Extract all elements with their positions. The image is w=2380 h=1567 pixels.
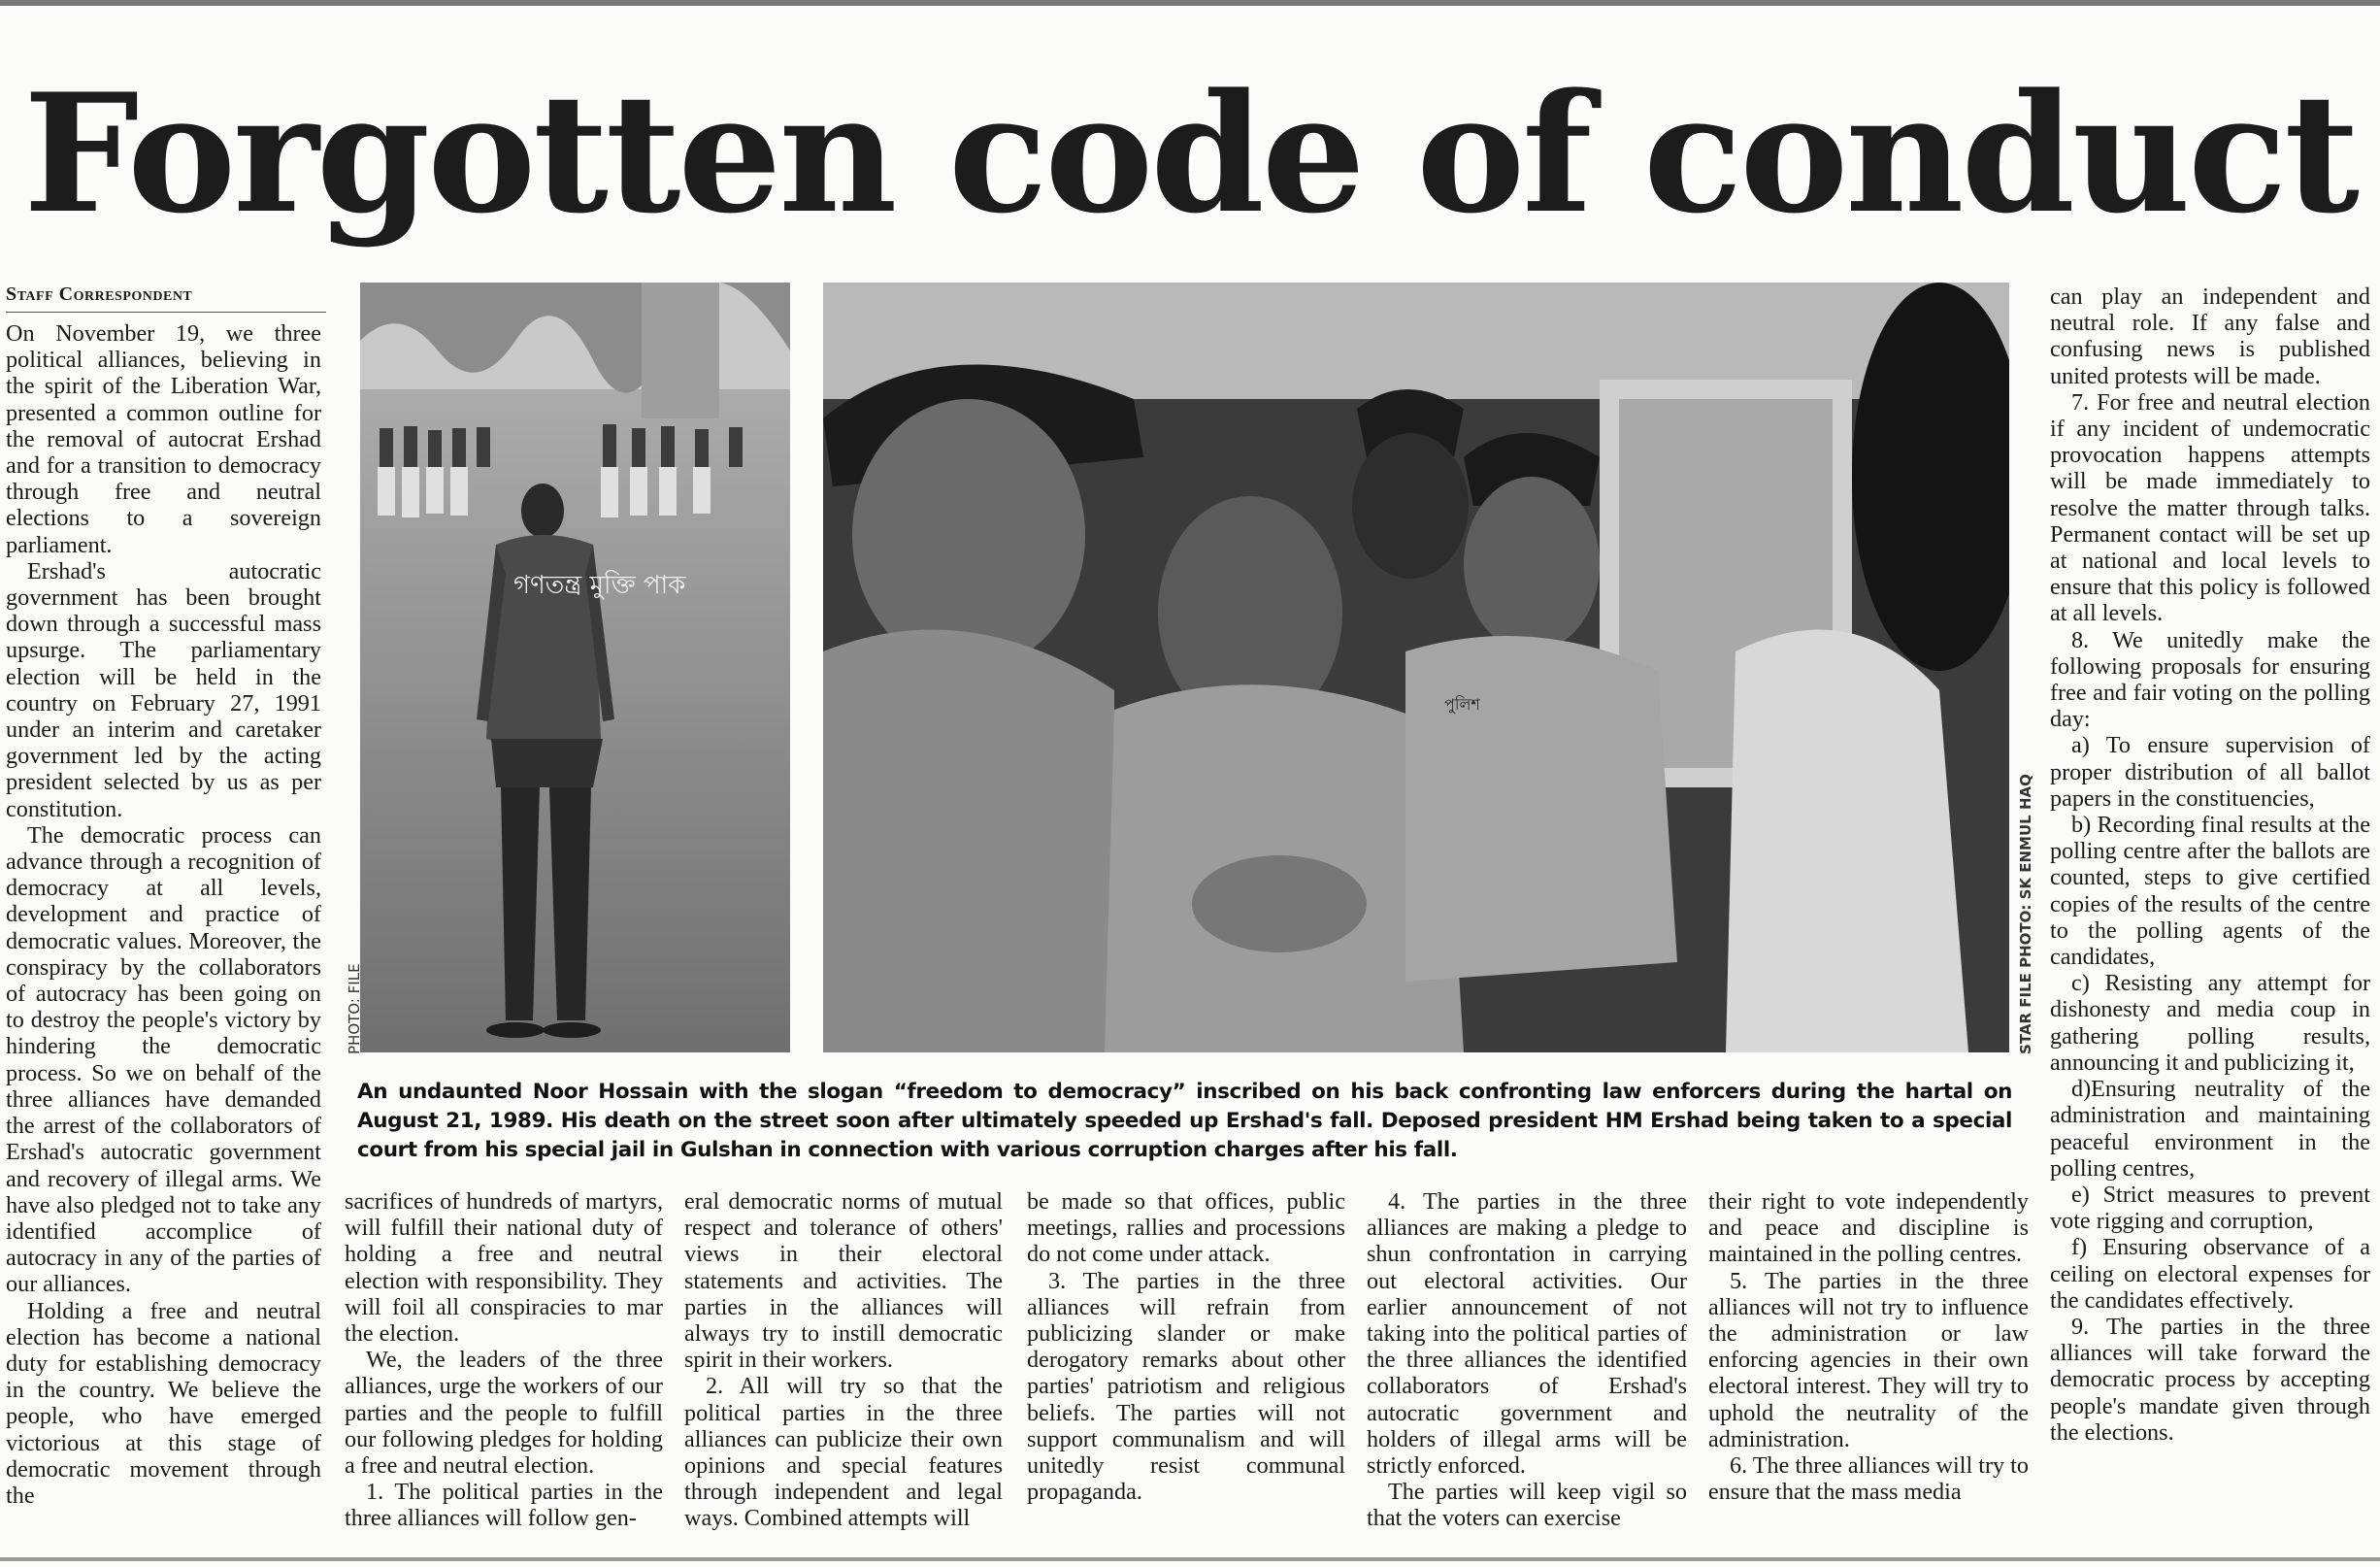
paragraph: On November 19, we three political alliances, believing in the spirit of the Liberation War, presented a common outline for the removal of autocrat Ershad and for a transition to democracy through free and neutral elections to a sovereign parliament.	[6, 320, 321, 558]
paragraph: e) Strict measures to prevent vote rigging and corruption,	[2050, 1181, 2370, 1235]
top-rule	[0, 0, 2380, 6]
paragraph: c) Resisting any attempt for dishonesty and media coup in gathering polling results, announcing it and publicizing it,	[2050, 970, 2370, 1076]
paragraph: b) Recording final results at the polling centre after the ballots are counted, steps to give certified copies of the results of the centre to the polling agents of the candidates,	[2050, 812, 2370, 971]
paragraph: 1. The political parties in the three alliances will follow gen-	[345, 1479, 663, 1532]
paragraph: 5. The parties in the three alliances will not try to influence the administration or law enforcing agencies in their own electoral interest. They will try to uphold the neutrality of the administration.	[1708, 1267, 2029, 1452]
column-6	[1708, 1188, 2029, 1534]
column-2	[345, 1188, 663, 1534]
paragraph: The parties will keep vigil so that the voters can exercise	[1367, 1479, 1687, 1532]
headline: Forgotten code of conduct	[23, 57, 2357, 250]
paragraph: eral democratic norms of mutual respect and tolerance of others' views in their electoral statements and activities. The parties in the alliances will always try to instill democratic spirit in their workers.	[684, 1188, 1003, 1374]
photo-ershad-vehicle-graphic	[823, 283, 2009, 1052]
paragraph: 7. For free and neutral election if any incident of undemocratic provocation happens attempts will be made immediately to resolve the matter through talks. Permanent contact will be set up at national and local levels to ensure that this policy is followed at all levels.	[2050, 388, 2370, 627]
byline: Staff Correspondent	[6, 283, 326, 313]
paragraph: sacrifices of hundreds of martyrs, will fulfill their national duty of holding a free and neutral election with responsibility. They will foil all conspiracies to mar the election.	[345, 1188, 663, 1348]
paragraph: 8. We unitedly make the following proposals for ensuring free and fair voting on the polling day:	[2050, 626, 2370, 733]
paragraph: 9. The parties in the three alliances will take forward the democratic process by accepting people's mandate given through the elections.	[2050, 1313, 2370, 1446]
paragraph: 4. The parties in the three alliances are making a pledge to shun confrontation in carrying out electoral activities. Our earlier announcement of not taking into the political parties of the three alliances the identified collaborators of Ershad's autocratic government and holders of illegal arms will be strictly enforced.	[1367, 1188, 1687, 1480]
photo-caption: An undaunted Noor Hossain with the slogan “freedom to democracy” inscribed on his back confronting law enforcers during the hartal on August 21, 1989. His death on the street soon after ultimately speeded up Ershad's fall. Deposed president HM Ershad being taken to a special court from his special jail in Gulshan in connection with various corruption charges after his fall.	[357, 1080, 2012, 1162]
paragraph: The democratic process can advance through a recognition of democracy at all levels, development and practice of democratic values. Moreover, the conspiracy by the collaborators of autocracy has been going on to destroy the people's victory by hindering the democratic process. So we on behalf of the three alliances have demanded the arrest of the collaborators of Ershad's autocratic government and recovery of illegal arms. We have also pledged not to take any identified accomplice of autocracy in any of the parties of our alliances.	[6, 821, 321, 1298]
photo-noor-hossain-graphic	[360, 283, 790, 1052]
paragraph: 3. The parties in the three alliances will refrain from publicizing slander or make derogatory remarks about other parties' patriotism and religious beliefs. The parties will not support communalism and will unitedly resist communal propaganda.	[1027, 1267, 1345, 1506]
paragraph: be made so that offices, public meetings, rallies and processions do not come under attack.	[1027, 1188, 1345, 1268]
paragraph: Ershad's autocratic government has been brought down through a successful mass upsurge. The parliamentary election will be held in the country on February 27, 1991 under an interim and caretaker government led by the acting president selected by us as per constitution.	[6, 557, 321, 822]
column-5	[1367, 1188, 1687, 1534]
column-7	[2050, 283, 2370, 1534]
paragraph: f) Ensuring observance of a ceiling on electoral expenses for the candidates effectively.	[2050, 1234, 2370, 1314]
paragraph: We, the leaders of the three alliances, urge the workers of our parties and the people to fulfill our following pledges for holding a free and neutral election.	[345, 1347, 663, 1480]
paragraph: Holding a free and neutral election has become a national duty for establishing democracy in the country. We believe the people, who have emerged victorious at this stage of democratic movement through the	[6, 1297, 321, 1509]
photo-credit-right: STAR FILE PHOTO: SK ENMUL HAQ	[2017, 774, 2034, 1054]
paragraph: a) To ensure supervision of proper distribution of all ballot papers in the constituencies,	[2050, 732, 2370, 812]
paragraph: 6. The three alliances will try to ensure that the mass media	[1708, 1452, 2029, 1506]
badge-text: পুলিশ	[1444, 695, 1480, 714]
bottom-rule	[0, 1557, 2380, 1561]
paragraph: d)Ensuring neutrality of the administration and maintaining peaceful environment in the polling centres,	[2050, 1076, 2370, 1182]
slogan-text: গণতন্ত্র মুক্তি পাক	[513, 571, 686, 600]
photo-credit-left: PHOTO: FILE	[346, 963, 363, 1054]
paragraph: 2. All will try so that the political parties in the three alliances can publicize their own opinions and special features through independent and legal ways. Combined attempts will	[684, 1373, 1003, 1532]
paragraph: their right to vote independently and peace and discipline is maintained in the polling centres.	[1708, 1188, 2029, 1268]
column-4	[1027, 1188, 1345, 1534]
paragraph: can play an independent and neutral role. If any false and confusing news is published united protests will be made.	[2050, 283, 2370, 389]
column-3	[684, 1188, 1003, 1534]
column-1	[6, 320, 321, 1534]
photo-ershad-vehicle	[823, 283, 2009, 1052]
photo-noor-hossain	[360, 283, 790, 1052]
